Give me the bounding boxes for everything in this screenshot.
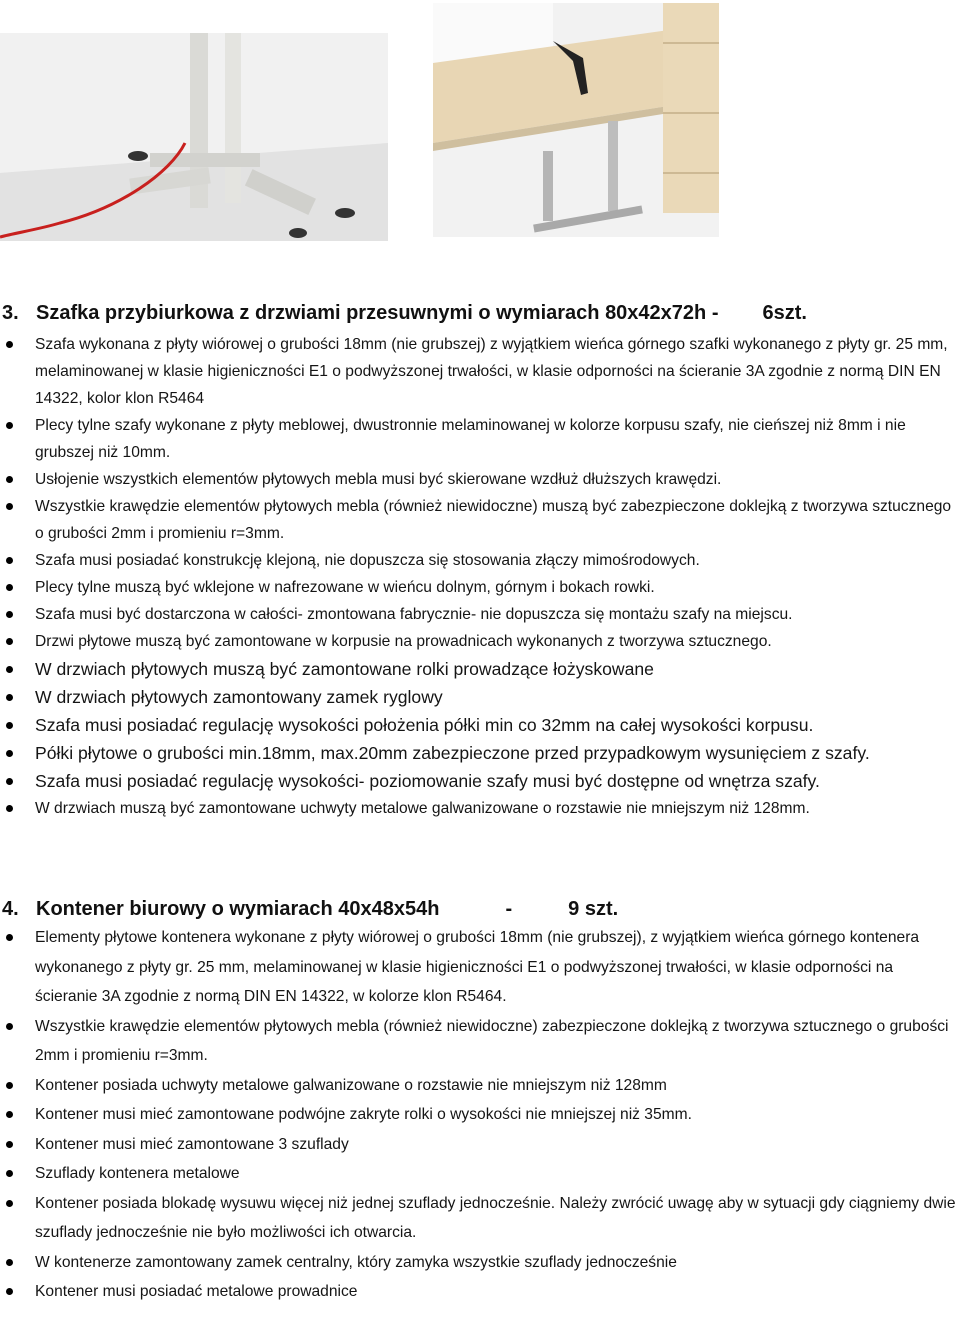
list-item: Kontener posiada blokadę wysuwu więcej niż jednej szuflady jednocześnie. Należy zwrócić uwagę aby w sytuacji gdy ciągniemy dwie szuflady jednocześnie nie było możliwości ich otwarcia. [0, 1189, 960, 1248]
section-3-quantity: 6szt. [762, 302, 807, 324]
list-item: Szafa musi być dostarczona w całości- zmontowana fabrycznie- nie dopuszcza się montażu szafy na miejscu. [0, 601, 960, 628]
office-desk-photo [433, 3, 719, 237]
section-4-heading [0, 898, 960, 921]
list-item: Drzwi płytowe muszą być zamontowane w korpusie na prowadnicach wykonanych z tworzywa sztucznego. [0, 628, 960, 655]
list-item: Plecy tylne szafy wykonane z płyty meblowej, dwustronnie melaminowanej w kolorze korpusu szafy, nie cieńszej niż 8mm i nie grubszej niż 10mm. [0, 412, 960, 466]
section-4-list [0, 923, 960, 1307]
list-item: W drzwiach płytowych zamontowany zamek ryglowy [0, 683, 960, 711]
list-item: Kontener musi posiadać metalowe prowadnice [0, 1277, 960, 1307]
list-item: Szafa musi posiadać regulację wysokości położenia półki min co 32mm na całej wysokości korpusu. [0, 711, 960, 739]
bullet-icon [6, 805, 13, 812]
section-4-dash: - [505, 898, 513, 920]
bullet-icon [6, 750, 13, 757]
bullet-icon [6, 611, 13, 618]
section-4-title: Kontener biurowy o wymiarach 40x48x54h [36, 898, 440, 920]
list-item: Usłojenie wszystkich elementów płytowych mebla musi być skierowane wzdłuż dłuższych krawędzi. [0, 466, 960, 493]
list-item: Szafa musi posiadać regulację wysokości- poziomowanie szafy musi być dostępne od wnętrza szafy. [0, 767, 960, 795]
bullet-icon [6, 557, 13, 564]
bullet-icon [6, 1082, 13, 1089]
list-item: Szafa musi posiadać konstrukcję klejoną, nie dopuszcza się stosowania złączy mimośrodowych. [0, 547, 960, 574]
section-3-list [0, 331, 960, 822]
section-3-heading [0, 302, 960, 325]
list-item: Kontener musi mieć zamontowane 3 szuflady [0, 1130, 960, 1160]
section-3-title: Szafka przybiurkowa z drzwiami przesuwnymi o wymiarach 80x42x72h - [36, 302, 719, 324]
bullet-icon [6, 503, 13, 510]
section-3-number: 3. [2, 302, 19, 324]
section-3 [0, 302, 960, 822]
section-4-number: 4. [2, 898, 19, 920]
bullet-icon [6, 666, 13, 673]
bullet-icon [6, 694, 13, 701]
list-item: Kontener posiada uchwyty metalowe galwanizowane o rozstawie nie mniejszym niż 128mm [0, 1071, 960, 1101]
bullet-icon [6, 584, 13, 591]
list-item: Plecy tylne muszą być wklejone w nafrezowane w wieńcu dolnym, górnym i bokach rowki. [0, 574, 960, 601]
desk-frame-cable-photo [0, 33, 388, 241]
bullet-icon [6, 638, 13, 645]
bullet-icon [6, 1259, 13, 1266]
bullet-icon [6, 476, 13, 483]
bullet-icon [6, 341, 13, 348]
bullet-icon [6, 722, 13, 729]
section-4-quantity: 9 szt. [568, 898, 619, 920]
list-item: Szuflady kontenera metalowe [0, 1159, 960, 1189]
list-item: Półki płytowe o grubości min.18mm, max.20mm zabezpieczone przed przypadkowym wysunięciem z szafy. [0, 739, 960, 767]
list-item: Szafa wykonana z płyty wiórowej o grubości 18mm (nie grubszej) z wyjątkiem wieńca górnego szafki wykonanego z płyty gr. 25 mm, melaminowanej w klasie higieniczności E1 o podwyższonej trwałości, w klasie odporności na ścieranie 3A zgodnie z normą DIN EN 14322, kolor klon R5464 [0, 331, 960, 412]
bullet-icon [6, 934, 13, 941]
bullet-icon [6, 1200, 13, 1207]
bullet-icon [6, 1170, 13, 1177]
bullet-icon [6, 422, 13, 429]
list-item: Kontener musi mieć zamontowane podwójne zakryte rolki o wysokości nie mniejszej niż 35mm. [0, 1100, 960, 1130]
bullet-icon [6, 1111, 13, 1118]
bullet-icon [6, 778, 13, 785]
list-item: Wszystkie krawędzie elementów płytowych mebla (również niewidoczne) zabezpieczone doklejką z tworzywa sztucznego o grubości 2mm i promieniu r=3mm. [0, 1012, 960, 1071]
list-item: W drzwiach muszą być zamontowane uchwyty metalowe galwanizowane o rozstawie nie mniejszym niż 128mm. [0, 795, 960, 822]
list-item: W kontenerze zamontowany zamek centralny, który zamyka wszystkie szuflady jednocześnie [0, 1248, 960, 1278]
bullet-icon [6, 1023, 13, 1030]
section-4 [0, 898, 960, 1307]
list-item: Elementy płytowe kontenera wykonane z płyty wiórowej o grubości 18mm (nie grubszej), z wyjątkiem wieńca górnego kontenera wykonanego z płyty gr. 25 mm, melaminowanej w klasie higieniczności E1 o podwyższonej trwałości, w klasie odporności na ścieranie 3A zgodnie z normą DIN EN 14322, w kolorze klon R5464. [0, 923, 960, 1012]
list-item: W drzwiach płytowych muszą być zamontowane rolki prowadzące łożyskowane [0, 655, 960, 683]
list-item: Wszystkie krawędzie elementów płytowych mebla (również niewidoczne) muszą być zabezpieczone doklejką z tworzywa sztucznego o grubości 2mm i promieniu r=3mm. [0, 493, 960, 547]
bullet-icon [6, 1141, 13, 1148]
bullet-icon [6, 1288, 13, 1295]
